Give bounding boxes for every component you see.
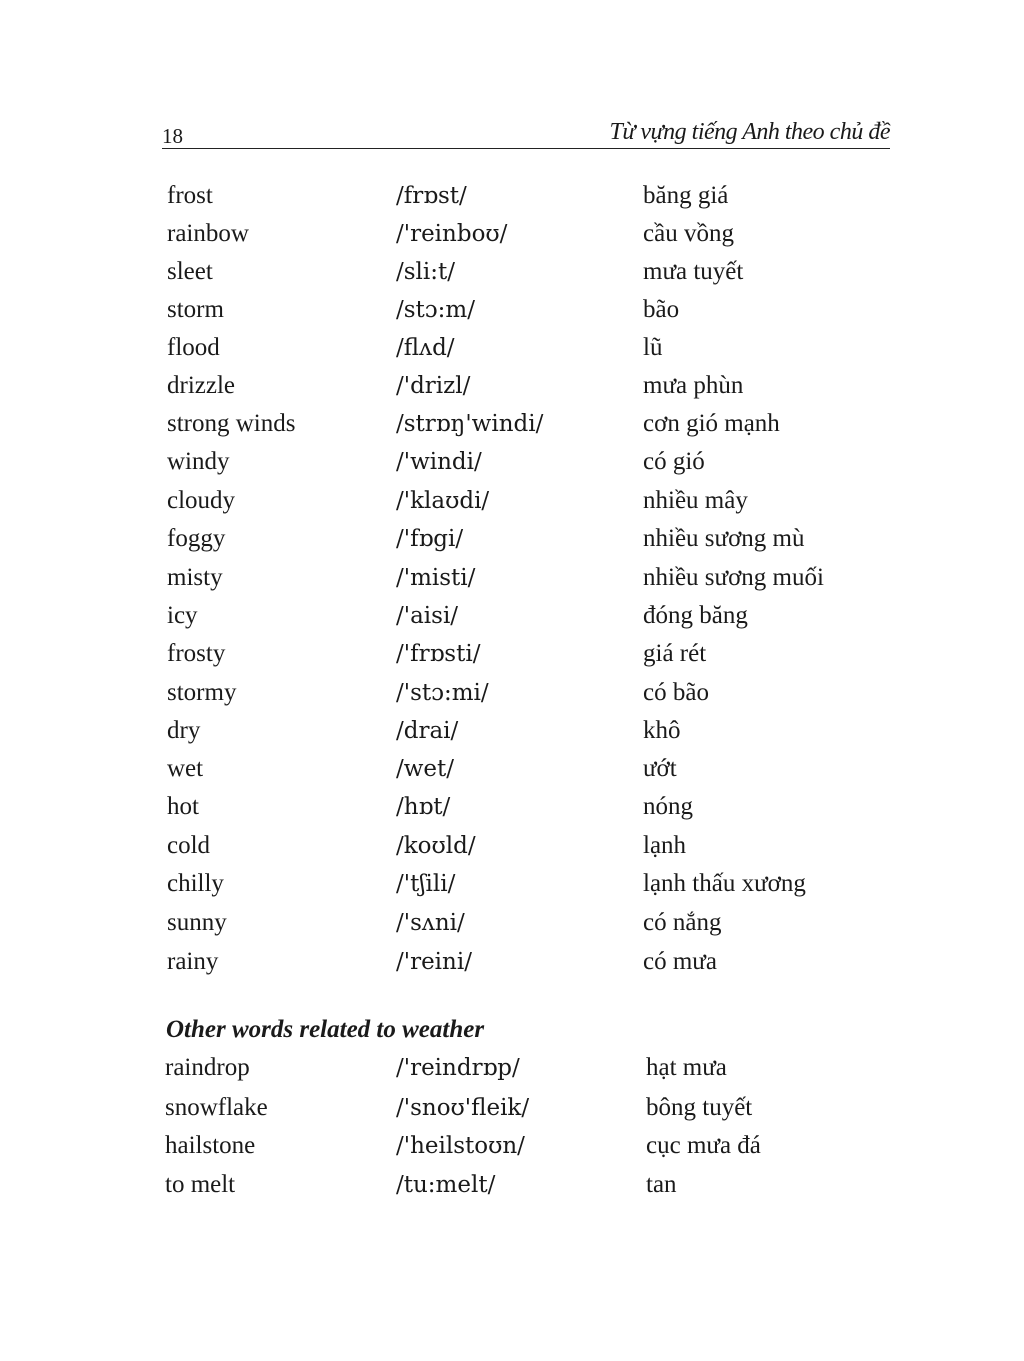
vocab-row	[0, 292, 1024, 328]
vocab-row	[0, 216, 1024, 252]
vocab-ipa: /'reindrɒp/	[396, 1055, 520, 1081]
vocab-meaning: hạt mưa	[646, 1054, 727, 1081]
vocab-meaning: cầu vồng	[643, 220, 734, 247]
vocab-meaning: giá rét	[643, 640, 707, 667]
vocab-row	[0, 675, 1024, 711]
vocab-ipa: /'frɒsti/	[396, 641, 481, 667]
vocab-meaning: có nắng	[643, 909, 722, 936]
vocab-word: chilly	[167, 870, 224, 897]
vocab-ipa: /strɒŋ'windi/	[396, 411, 544, 437]
vocab-word: wet	[167, 755, 204, 782]
vocab-row	[0, 866, 1024, 902]
vocab-row	[0, 483, 1024, 519]
vocab-row	[0, 944, 1024, 980]
vocab-row	[0, 789, 1024, 825]
vocab-word: misty	[167, 564, 223, 591]
vocab-word: strong winds	[167, 410, 296, 437]
vocab-meaning: nhiều sương mù	[643, 525, 805, 552]
vocab-row	[0, 368, 1024, 404]
vocab-meaning: mưa tuyết	[643, 258, 744, 285]
vocab-ipa: /stɔ:m/	[396, 297, 475, 323]
vocab-meaning: mưa phùn	[643, 372, 744, 399]
vocab-word: sunny	[167, 909, 227, 936]
vocab-row	[0, 560, 1024, 596]
vocab-row	[0, 828, 1024, 864]
vocab-ipa: /'windi/	[396, 449, 482, 475]
vocab-meaning: lạnh	[643, 832, 687, 859]
vocab-row	[0, 330, 1024, 366]
vocab-ipa: /'fɒgi/	[396, 526, 464, 552]
vocab-row	[0, 751, 1024, 787]
vocab-row	[0, 521, 1024, 557]
vocab-meaning: có mưa	[643, 948, 717, 975]
vocab-row	[0, 1167, 1024, 1203]
vocab-word: rainy	[167, 948, 219, 975]
vocab-word: dry	[167, 717, 201, 744]
vocab-word: windy	[167, 448, 230, 475]
vocab-meaning: ướt	[643, 755, 677, 782]
vocab-row	[0, 444, 1024, 480]
vocab-meaning: cơn gió mạnh	[643, 410, 780, 437]
vocab-ipa: /koʊld/	[396, 833, 476, 859]
vocab-ipa: /'aisi/	[396, 603, 459, 629]
vocab-row	[0, 1090, 1024, 1126]
vocab-row	[0, 713, 1024, 749]
vocab-ipa: /'sʌni/	[396, 910, 465, 936]
vocab-word: snowflake	[165, 1094, 268, 1121]
vocab-meaning: nóng	[643, 793, 693, 820]
vocab-ipa: /wet/	[396, 756, 455, 782]
vocab-row	[0, 1050, 1024, 1086]
vocab-ipa: /frɒst/	[396, 183, 467, 209]
vocab-meaning: khô	[643, 717, 681, 744]
vocab-meaning: có gió	[643, 448, 705, 475]
vocab-ipa: /drai/	[396, 718, 459, 744]
vocab-ipa: /'misti/	[396, 565, 476, 591]
vocab-word: stormy	[167, 679, 237, 706]
page-number: 18	[162, 124, 183, 148]
vocab-ipa: /sli:t/	[396, 259, 456, 285]
vocab-meaning: lũ	[643, 334, 663, 361]
vocab-meaning: bão	[643, 296, 680, 323]
section-heading: Other words related to weather	[166, 1016, 485, 1043]
vocab-word: hailstone	[165, 1132, 256, 1159]
vocab-ipa: /tu:melt/	[396, 1172, 496, 1198]
vocab-row	[0, 178, 1024, 214]
vocab-row	[0, 406, 1024, 442]
vocab-ipa: /hɒt/	[396, 794, 451, 820]
vocab-word: flood	[167, 334, 220, 361]
vocab-meaning: đóng băng	[643, 602, 748, 629]
vocab-word: frosty	[167, 640, 226, 667]
vocab-meaning: băng giá	[643, 182, 729, 209]
vocab-word: rainbow	[167, 220, 249, 247]
vocab-meaning: cục mưa đá	[646, 1132, 761, 1159]
vocab-word: storm	[167, 296, 224, 323]
vocab-word: cloudy	[167, 487, 236, 514]
running-title: Từ vựng tiếng Anh theo chủ đề	[609, 119, 890, 145]
vocab-ipa: /'heilstoʊn/	[396, 1133, 525, 1159]
vocab-meaning: tan	[646, 1171, 677, 1198]
vocab-word: sleet	[167, 258, 213, 285]
vocab-ipa: /'snoʊ'fleik/	[396, 1095, 530, 1121]
vocab-ipa: /'stɔ:mi/	[396, 680, 489, 706]
vocab-row	[0, 1128, 1024, 1164]
vocab-meaning: bông tuyết	[646, 1094, 753, 1121]
vocab-ipa: /'reinboʊ/	[396, 221, 508, 247]
vocab-word: raindrop	[165, 1054, 250, 1081]
vocab-meaning: nhiều sương muối	[643, 564, 824, 591]
vocab-row	[0, 254, 1024, 290]
vocab-word: cold	[167, 832, 211, 859]
vocab-word: foggy	[167, 525, 226, 552]
vocab-ipa: /'klaʊdi/	[396, 488, 490, 514]
vocab-word: to melt	[165, 1171, 236, 1198]
vocab-meaning: nhiều mây	[643, 487, 748, 514]
vocab-row	[0, 905, 1024, 941]
vocab-row	[0, 636, 1024, 672]
vocab-ipa: /'drizl/	[396, 373, 471, 399]
vocab-ipa: /flʌd/	[396, 335, 455, 361]
vocab-ipa: /'reini/	[396, 949, 472, 975]
vocab-word: frost	[167, 182, 213, 209]
vocab-row	[0, 598, 1024, 634]
vocab-word: drizzle	[167, 372, 236, 399]
vocab-word: hot	[167, 793, 199, 820]
page-header	[162, 112, 890, 149]
vocab-ipa: /'tʃili/	[396, 871, 456, 897]
vocab-word: icy	[167, 602, 198, 629]
vocab-meaning: lạnh thấu xương	[643, 870, 806, 897]
vocab-meaning: có bão	[643, 679, 709, 706]
